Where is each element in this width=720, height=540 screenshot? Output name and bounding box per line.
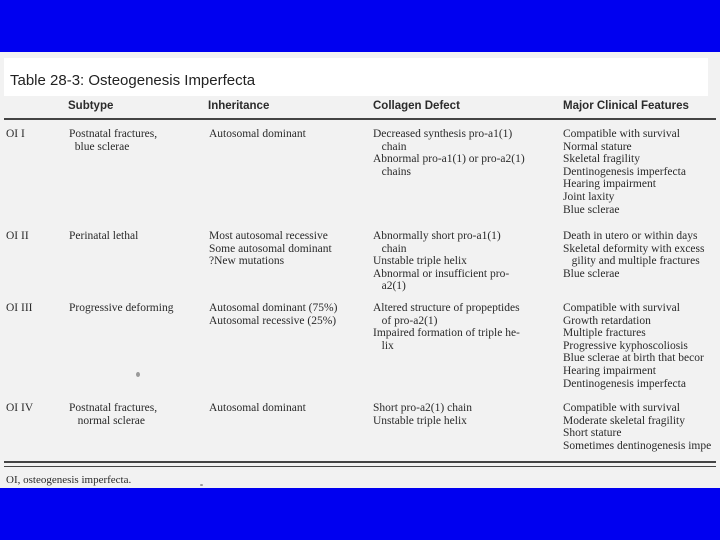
cell-line: gility and multiple fractures	[563, 255, 700, 268]
cell-line: Growth retardation	[563, 314, 651, 327]
cell-line: chain	[373, 242, 407, 255]
cell-line: OI II	[6, 230, 29, 242]
collagen-defect-cell	[373, 230, 509, 293]
row-label	[6, 302, 33, 315]
cell-line: Abnormally short pro-a1(1)	[373, 230, 501, 242]
cell-line: Short pro-a2(1) chain	[373, 402, 472, 414]
header-collagen-defect: Collagen Defect	[373, 100, 460, 112]
cell-line: Death in utero or within days	[563, 230, 698, 242]
row-label	[6, 230, 29, 243]
cell-line: Postnatal fractures,	[69, 128, 158, 140]
cell-line: Abnormal pro-a1(1) or pro-a2(1)	[373, 153, 525, 166]
cell-line: OI I	[6, 128, 25, 140]
cell-line: Some autosomal dominant	[209, 242, 332, 255]
cell-line: Autosomal dominant (75%)	[209, 302, 338, 314]
subtype-cell	[69, 402, 157, 427]
cell-line: a2(1)	[373, 280, 406, 293]
header-subtype: Subtype	[68, 100, 114, 112]
clinical-features-cell	[563, 230, 704, 280]
cell-line: Compatible with survival	[563, 402, 680, 414]
cell-line: Blue sclerae	[563, 203, 620, 216]
cell-line: chains	[373, 165, 412, 178]
cell-line: Unstable triple helix	[373, 255, 467, 268]
cell-line: Multiple fractures	[563, 327, 646, 340]
cell-line: of pro-a2(1)	[373, 314, 438, 327]
cell-line: Compatible with survival	[563, 302, 680, 314]
cell-line: Decreased synthesis pro-a1(1)	[373, 128, 513, 140]
cell-line: Autosomal dominant	[209, 402, 306, 414]
cell-line: Postnatal fractures,	[69, 402, 158, 414]
cell-line: Progressive kyphoscoliosis	[563, 339, 688, 352]
scan-speck	[136, 372, 140, 377]
row-label	[6, 128, 25, 141]
cell-line: Hearing impairment	[563, 178, 656, 191]
scanned-table-image	[0, 52, 720, 488]
inheritance-cell	[209, 128, 306, 141]
cell-line: Blue sclerae at birth that becor	[563, 352, 704, 365]
cell-line: ?New mutations	[209, 255, 285, 268]
header-inheritance: Inheritance	[208, 100, 270, 112]
bottom-rule-thin	[4, 466, 716, 467]
clinical-features-cell	[563, 302, 704, 390]
cell-line: Skeletal deformity with excess	[563, 242, 705, 255]
footnote: OI, osteogenesis imperfecta.	[6, 474, 132, 486]
cell-line: lix	[373, 339, 394, 352]
title-bar	[4, 58, 708, 96]
cell-line: Hearing impairment	[563, 364, 656, 377]
cell-line: blue sclerae	[69, 140, 130, 153]
cell-line: Progressive deforming	[69, 302, 174, 314]
cell-line: Autosomal recessive (25%)	[209, 314, 337, 327]
row-label	[6, 402, 33, 415]
cell-line: Normal stature	[563, 140, 632, 153]
header-rule	[4, 118, 716, 120]
cell-line: Autosomal dominant	[209, 128, 306, 140]
subtype-cell	[69, 128, 157, 153]
cell-line: Skeletal fragility	[563, 153, 640, 166]
cell-line: OI IV	[6, 402, 34, 414]
bottom-rule-thick	[4, 461, 716, 463]
cell-line: Sometimes dentinogenesis impe	[563, 439, 712, 452]
cell-line: Moderate skeletal fragility	[563, 414, 685, 427]
table-title: Table 28-3: Osteogenesis Imperfecta	[10, 72, 256, 89]
cell-line: OI III	[6, 302, 33, 314]
cell-line: Compatible with survival	[563, 128, 680, 140]
inheritance-cell	[209, 302, 337, 327]
cell-line: chain	[373, 140, 407, 153]
cell-line: Most autosomal recessive	[209, 230, 328, 242]
cell-line: Joint laxity	[563, 190, 615, 203]
cell-line: Impaired formation of triple he-	[373, 327, 520, 340]
collagen-defect-cell	[373, 128, 525, 178]
cell-line: Altered structure of propeptides	[373, 302, 520, 314]
cell-line: Unstable triple helix	[373, 414, 467, 427]
header-clinical-features: Major Clinical Features	[563, 100, 689, 112]
inheritance-cell	[209, 402, 306, 415]
subtype-cell	[69, 302, 173, 315]
scan-speck	[200, 484, 203, 486]
clinical-features-cell	[563, 128, 686, 216]
cell-line: Short stature	[563, 427, 622, 440]
cell-line: Abnormal or insufficient pro-	[373, 267, 510, 280]
inheritance-cell	[209, 230, 332, 268]
collagen-defect-cell	[373, 302, 520, 352]
cell-line: Dentinogenesis imperfecta	[563, 377, 686, 390]
subtype-cell	[69, 230, 138, 243]
clinical-features-cell	[563, 402, 711, 452]
collagen-defect-cell	[373, 402, 472, 427]
cell-line: Perinatal lethal	[69, 230, 139, 242]
cell-line: Dentinogenesis imperfecta	[563, 165, 686, 178]
cell-line: normal sclerae	[69, 414, 145, 427]
cell-line: Blue sclerae	[563, 267, 620, 280]
